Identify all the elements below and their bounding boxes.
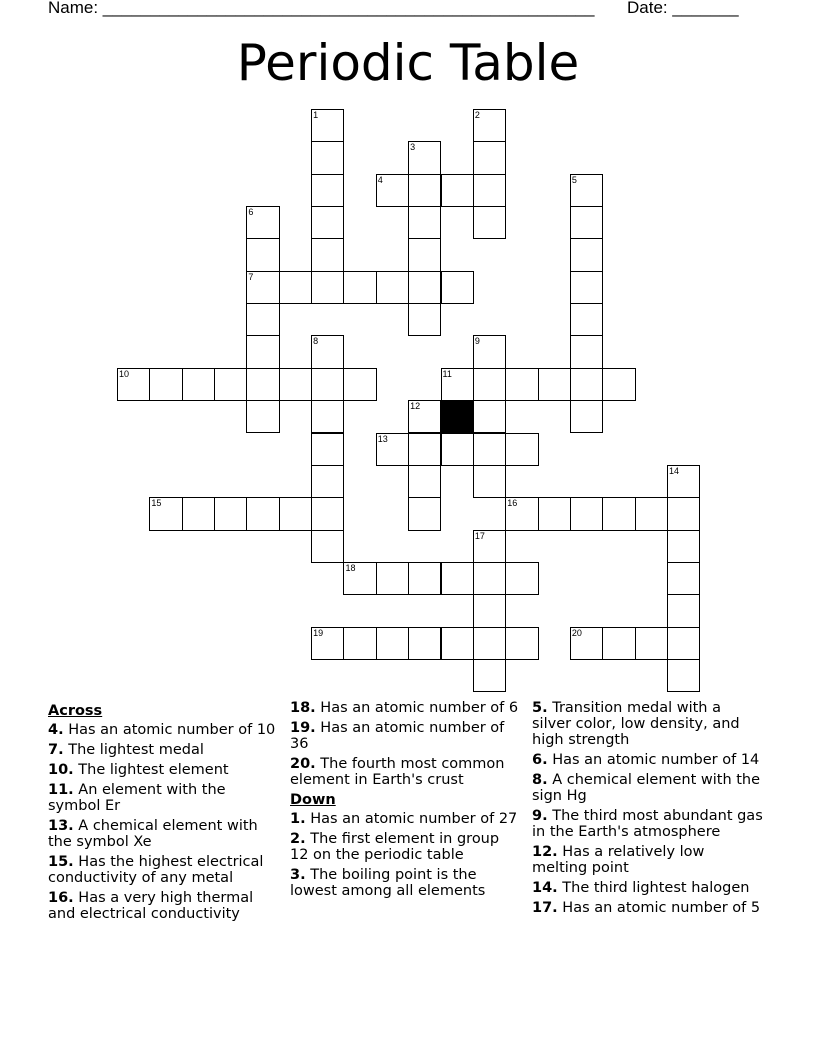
crossword-cell[interactable] — [635, 497, 668, 530]
crossword-cell[interactable] — [149, 368, 182, 401]
crossword-cell[interactable] — [311, 206, 344, 239]
crossword-cell[interactable] — [473, 465, 506, 498]
crossword-cell[interactable] — [570, 271, 603, 304]
crossword-cell[interactable] — [246, 206, 279, 239]
clue-text: Has an atomic number of 27 — [305, 811, 518, 827]
crossword-cell[interactable] — [408, 627, 441, 660]
name-field[interactable]: Name: ____________________________________________________ — [48, 0, 595, 17]
crossword-cell[interactable] — [376, 271, 409, 304]
clue-item — [48, 818, 280, 850]
crossword-cell[interactable] — [343, 562, 376, 595]
crossword-cell[interactable] — [570, 174, 603, 207]
crossword-cell[interactable] — [441, 174, 474, 207]
crossword-cell[interactable] — [667, 659, 700, 692]
crossword-cell[interactable] — [473, 206, 506, 239]
crossword-cell[interactable] — [667, 465, 700, 498]
clue-text: A chemical element with the sign Hg — [532, 772, 761, 804]
clue-text: Has a very high thermal and electrical conductivity — [48, 890, 254, 922]
crossword-cell[interactable] — [246, 271, 279, 304]
crossword-cell[interactable] — [538, 368, 571, 401]
crossword-cell[interactable] — [182, 497, 215, 530]
clue-number: 9. — [532, 808, 548, 824]
clue-number: 11. — [48, 782, 74, 798]
crossword-cell[interactable] — [602, 497, 635, 530]
crossword-cell[interactable] — [408, 497, 441, 530]
cell-number: 11 — [442, 368, 452, 379]
crossword-cell[interactable] — [602, 627, 635, 660]
crossword-cell[interactable] — [441, 433, 474, 466]
crossword-cell[interactable] — [505, 368, 538, 401]
clue-number: 2. — [290, 831, 306, 847]
clue-text: Has an atomic number of 14 — [547, 752, 760, 768]
clue-item — [532, 752, 764, 768]
crossword-cell[interactable] — [311, 109, 344, 142]
cell-number: 18 — [345, 562, 356, 573]
cell-number: 5 — [571, 174, 577, 185]
clue-number: 1. — [290, 811, 306, 827]
clue-number: 8. — [532, 772, 548, 788]
clue-number: 12. — [532, 844, 558, 860]
clues-column-3 — [532, 700, 764, 920]
crossword-cell[interactable] — [505, 433, 538, 466]
clue-item — [532, 880, 764, 896]
crossword-cell[interactable] — [311, 530, 344, 563]
clue-item — [48, 742, 280, 758]
clue-item — [48, 890, 280, 922]
clue-text: The third lightest halogen — [557, 880, 750, 896]
cell-number: 17 — [474, 530, 485, 541]
clue-number: 10. — [48, 762, 74, 778]
clue-number: 13. — [48, 818, 74, 834]
clue-item — [48, 782, 280, 814]
clue-item — [290, 831, 522, 863]
crossword-cell[interactable] — [408, 400, 441, 433]
crossword-cell[interactable] — [246, 497, 279, 530]
crossword-cell[interactable] — [376, 562, 409, 595]
clue-item — [48, 854, 280, 886]
crossword-cell[interactable] — [505, 562, 538, 595]
crossword-cell[interactable] — [408, 562, 441, 595]
crossword-cell[interactable] — [473, 627, 506, 660]
crossword-cell[interactable] — [441, 627, 474, 660]
crossword-cell[interactable] — [667, 627, 700, 660]
clue-item — [532, 700, 764, 748]
crossword-cell[interactable] — [279, 271, 312, 304]
crossword-cell[interactable] — [473, 141, 506, 174]
clue-number: 5. — [532, 700, 548, 716]
crossword-cell[interactable] — [570, 627, 603, 660]
crossword-cell[interactable] — [149, 497, 182, 530]
clue-number: 18. — [290, 700, 316, 716]
clues-column-2 — [290, 700, 522, 903]
crossword-cell[interactable] — [408, 303, 441, 336]
clue-item — [532, 844, 764, 876]
cell-number: 15 — [151, 498, 162, 509]
page-title: Periodic Table — [236, 34, 580, 92]
crossword-cell[interactable] — [538, 497, 571, 530]
clue-text: Has an atomic number of 36 — [290, 720, 505, 752]
clue-number: 6. — [532, 752, 548, 768]
cell-number: 8 — [313, 336, 319, 347]
clue-number: 4. — [48, 722, 64, 738]
crossword-cell[interactable] — [473, 659, 506, 692]
crossword-cell[interactable] — [311, 368, 344, 401]
crossword-cell[interactable] — [376, 433, 409, 466]
clue-item — [48, 762, 280, 778]
crossword-cell[interactable] — [376, 174, 409, 207]
crossword-cell[interactable] — [408, 206, 441, 239]
clue-item — [290, 867, 522, 899]
cell-number: 2 — [474, 110, 480, 120]
crossword-cell[interactable] — [408, 465, 441, 498]
crossword-cell[interactable] — [473, 368, 506, 401]
cell-number: 13 — [377, 433, 388, 444]
crossword-cell[interactable] — [117, 368, 150, 401]
crossword-cell[interactable] — [667, 497, 700, 530]
clue-item — [532, 772, 764, 804]
crossword-cell[interactable] — [505, 627, 538, 660]
crossword-cell[interactable] — [214, 497, 247, 530]
crossword-cell[interactable] — [246, 303, 279, 336]
crossword-cell[interactable] — [473, 594, 506, 627]
clue-text: Transition medal with a silver color, low density, and high strength — [532, 700, 740, 748]
cell-number: 19 — [313, 627, 324, 638]
cell-number: 16 — [507, 498, 518, 509]
crossword-cell[interactable] — [343, 271, 376, 304]
crossword-cell[interactable] — [473, 335, 506, 368]
clue-text: An element with the symbol Er — [48, 782, 226, 814]
crossword-cell[interactable] — [473, 400, 506, 433]
clue-item — [290, 700, 522, 716]
clue-number: 15. — [48, 854, 74, 870]
cell-number: 4 — [377, 174, 383, 185]
crossword-cell[interactable] — [311, 400, 344, 433]
clue-item — [290, 811, 522, 827]
clue-item — [532, 900, 764, 916]
crossword-cell[interactable] — [667, 594, 700, 627]
date-field[interactable]: Date: _______ — [627, 0, 739, 17]
clue-item — [290, 756, 522, 788]
crossword-cell[interactable] — [473, 562, 506, 595]
crossword-cell[interactable] — [311, 335, 344, 368]
clue-text: Has the highest electrical conductivity of any metal — [48, 854, 264, 886]
crossword-cell[interactable] — [473, 174, 506, 207]
cell-number: 9 — [474, 336, 480, 347]
crossword-cell[interactable] — [570, 303, 603, 336]
crossword-cell[interactable] — [635, 627, 668, 660]
clue-text: The boiling point is the lowest among all elements — [290, 867, 486, 899]
clue-text: The fourth most common element in Earth's crust — [290, 756, 505, 788]
crossword-cell[interactable] — [408, 238, 441, 271]
clue-number: 3. — [290, 867, 306, 883]
crossword-cell[interactable] — [279, 368, 312, 401]
crossword-cell[interactable] — [570, 335, 603, 368]
clue-number: 16. — [48, 890, 74, 906]
cell-number: 3 — [410, 142, 416, 153]
crossword-cell[interactable] — [667, 530, 700, 563]
clues-column-1 — [48, 700, 280, 926]
clue-text: The lightest medal — [63, 742, 204, 758]
crossword-cell[interactable] — [311, 141, 344, 174]
crossword-cell[interactable] — [182, 368, 215, 401]
cell-number: 6 — [248, 207, 254, 218]
clue-number: 14. — [532, 880, 558, 896]
crossword-cell[interactable] — [473, 530, 506, 563]
crossword-cell[interactable] — [311, 238, 344, 271]
crossword-cell[interactable] — [408, 433, 441, 466]
crossword-cell[interactable] — [311, 433, 344, 466]
clue-text: Has an atomic number of 6 — [315, 700, 519, 716]
crossword-cell[interactable] — [441, 562, 474, 595]
clue-text: The lightest element — [73, 762, 229, 778]
crossword-cell[interactable] — [570, 368, 603, 401]
crossword-cell[interactable] — [311, 271, 344, 304]
clue-item — [48, 722, 280, 738]
crossword-cell[interactable] — [311, 627, 344, 660]
clue-text: A chemical element with the symbol Xe — [48, 818, 258, 850]
crossword-cell[interactable] — [311, 497, 344, 530]
crossword-cell[interactable] — [570, 400, 603, 433]
crossword-cell[interactable] — [473, 433, 506, 466]
clue-number: 7. — [48, 742, 64, 758]
crossword-cell[interactable] — [246, 368, 279, 401]
crossword-cell[interactable] — [667, 562, 700, 595]
clue-text: Has an atomic number of 10 — [63, 722, 276, 738]
clue-text: The first element in group 12 on the periodic table — [290, 831, 500, 863]
crossword-cell[interactable] — [570, 206, 603, 239]
crossword-cell[interactable] — [376, 627, 409, 660]
crossword-cell[interactable] — [246, 335, 279, 368]
crossword-cell[interactable] — [441, 271, 474, 304]
cell-number: 10 — [119, 368, 130, 379]
clue-number: 20. — [290, 756, 316, 772]
crossword-cell[interactable] — [246, 400, 279, 433]
cell-number: 1 — [313, 110, 319, 120]
cell-number: 20 — [571, 627, 582, 638]
cell-number: 12 — [410, 401, 421, 412]
clue-item — [532, 808, 764, 840]
crossword-cell[interactable] — [570, 497, 603, 530]
clue-text: The third most abundant gas in the Earth's atmosphere — [532, 808, 763, 840]
crossword-cell[interactable] — [602, 368, 635, 401]
black-square — [441, 400, 474, 433]
crossword-cell[interactable] — [246, 238, 279, 271]
down-heading: Down — [290, 792, 336, 808]
crossword-cell[interactable] — [311, 465, 344, 498]
clue-text: Has an atomic number of 5 — [557, 900, 761, 916]
crossword-cell[interactable] — [441, 368, 474, 401]
crossword-cell[interactable] — [408, 271, 441, 304]
crossword-cell[interactable] — [408, 141, 441, 174]
cell-number: 7 — [248, 271, 254, 282]
clue-number: 17. — [532, 900, 558, 916]
crossword-cell[interactable] — [214, 368, 247, 401]
crossword-cell[interactable] — [311, 174, 344, 207]
crossword-cell[interactable] — [408, 174, 441, 207]
crossword-cell[interactable] — [279, 497, 312, 530]
across-heading: Across — [48, 703, 103, 719]
crossword-cell[interactable] — [343, 627, 376, 660]
crossword-cell[interactable] — [505, 497, 538, 530]
crossword-cell[interactable] — [570, 238, 603, 271]
crossword-cell[interactable] — [343, 368, 376, 401]
clue-item — [290, 720, 522, 752]
cell-number: 14 — [668, 465, 679, 476]
clue-number: 19. — [290, 720, 316, 736]
clue-text: Has a relatively low melting point — [532, 844, 705, 876]
crossword-cell[interactable] — [473, 109, 506, 142]
